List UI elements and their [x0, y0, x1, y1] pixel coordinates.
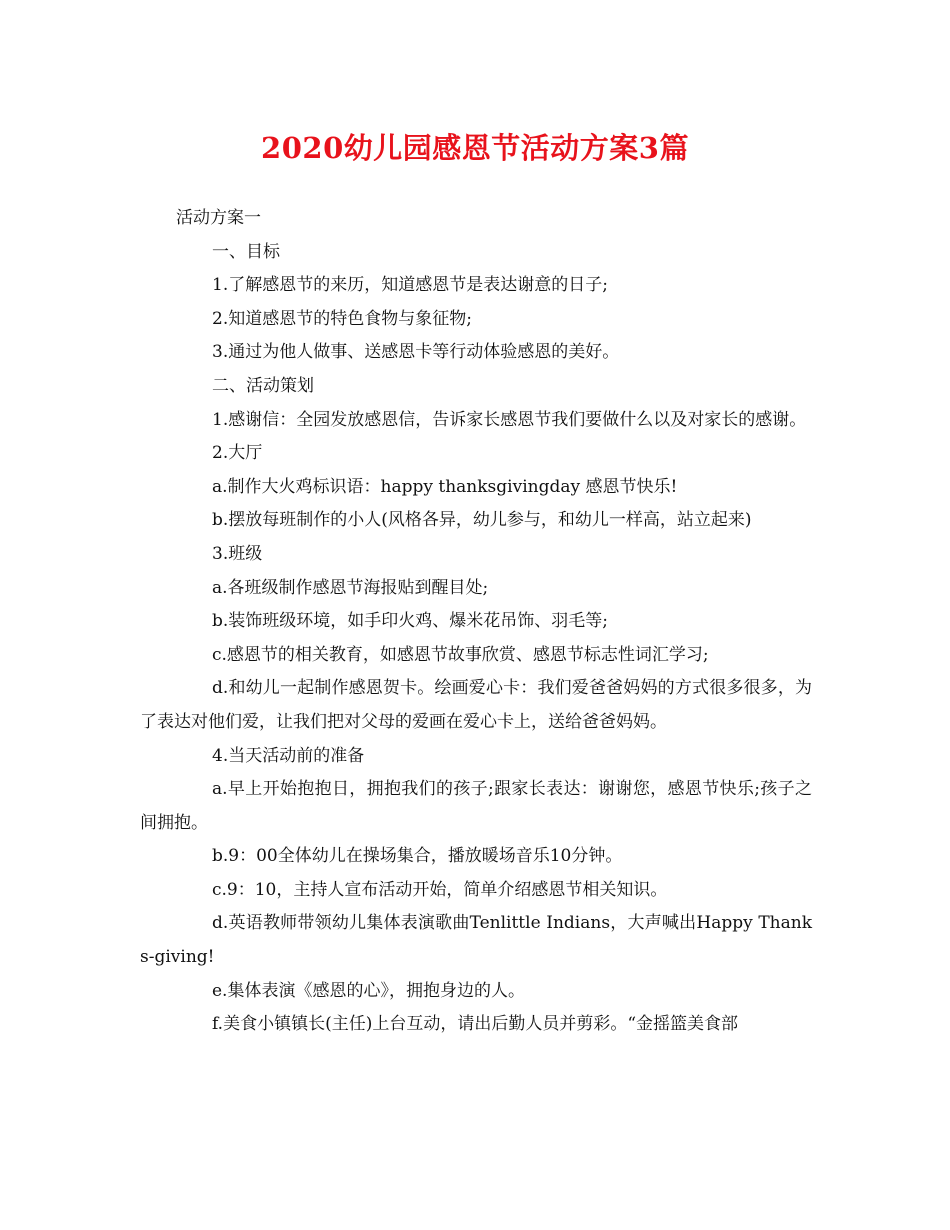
paragraph-goal-3: 3.通过为他人做事、送感恩卡等行动体验感恩的美好。 — [212, 342, 620, 363]
paragraph-plan-3c: c.感恩节的相关教育，如感恩节故事欣赏、感恩节标志性词汇学习; — [212, 644, 709, 665]
paragraph-goals-heading: 一、目标 — [212, 241, 280, 262]
paragraph-plan-1: 1.感谢信：全园发放感恩信，告诉家长感恩节我们要做什么以及对家长的感谢。 — [212, 409, 807, 430]
document-body — [140, 202, 812, 1042]
paragraph-plan-4e: e.集体表演《感恩的心》，拥抱身边的人。 — [212, 980, 525, 1001]
paragraph-plan-2b: b.摆放每班制作的小人(风格各异，幼儿参与，和幼儿一样高，站立起来) — [212, 510, 752, 531]
paragraph-plan-4a: a.早上开始抱抱日，拥抱我们的孩子;跟家长表达：谢谢您，感恩节快乐;孩子之间拥抱。 — [140, 779, 812, 833]
paragraph-plan-2: 2.大厅 — [212, 443, 263, 464]
paragraph-plan-3b: b.装饰班级环境，如手印火鸡、爆米花吊饰、羽毛等; — [212, 611, 609, 632]
paragraph-plan-3: 3.班级 — [212, 543, 263, 564]
paragraph-plan-4c: c.9：10，主持人宣布活动开始，简单介绍感恩节相关知识。 — [212, 879, 668, 900]
paragraph-plan-2a: a.制作大火鸡标识语：happy thanksgivingday 感恩节快乐! — [212, 476, 678, 497]
paragraph-plan-4d: d.英语教师带领幼儿集体表演歌曲Tenlittle Indians，大声喊出Happy Thanks-giving! — [140, 913, 812, 968]
paragraph-goal-2: 2.知道感恩节的特色食物与象征物; — [212, 308, 472, 329]
paragraph-plan-4f: f.美食小镇镇长(主任)上台互动，请出后勤人员并剪彩。“金摇篮美食部 — [212, 1014, 739, 1035]
paragraph-plan-4: 4.当天活动前的准备 — [212, 745, 365, 766]
paragraph-plan-3d: d.和幼儿一起制作感恩贺卡。绘画爱心卡：我们爱爸爸妈妈的方式很多很多，为了表达对他们爱，让我们把对父母的爱画在爱心卡上，送给爸爸妈妈。 — [140, 678, 812, 732]
paragraph-plan-heading: 二、活动策划 — [212, 375, 314, 396]
document-title: 2020幼儿园感恩节活动方案3篇 — [261, 131, 689, 165]
paragraph-goal-1: 1.了解感恩节的来历，知道感恩节是表达谢意的日子; — [212, 275, 608, 296]
paragraph-section-heading: 活动方案一 — [176, 208, 261, 228]
paragraph-plan-4b: b.9：00全体幼儿在操场集合，播放暖场音乐10分钟。 — [212, 846, 623, 867]
paragraph-plan-3a: a.各班级制作感恩节海报贴到醒目处; — [212, 577, 489, 598]
